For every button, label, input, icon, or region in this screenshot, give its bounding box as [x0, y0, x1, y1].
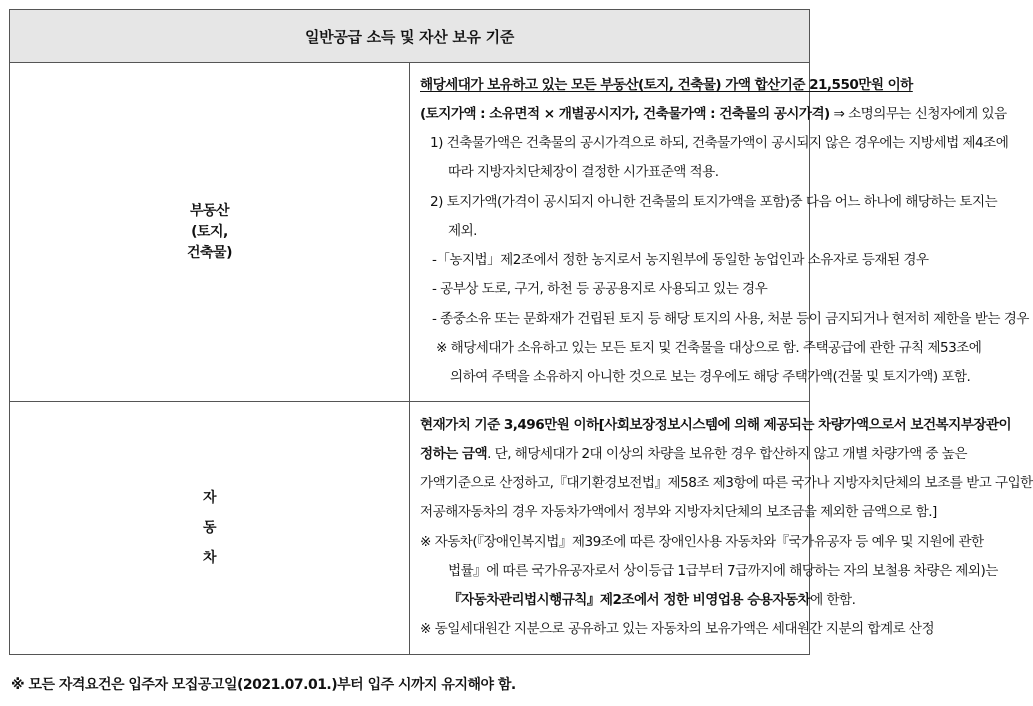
exclusion-public-land: - 공부상 도로, 구거, 하천 등 공공용지로 사용되고 있는 경우 — [432, 281, 768, 298]
criteria-table — [9, 9, 1033, 655]
exclusion-farmland: -「농지법」제2조에서 정한 농지로서 농지원부에 동일한 농업인과 소유자로 등재된 경우 — [432, 252, 929, 269]
eligibility-footer-note: ※ 모든 자격요건은 입주자 모집공고일(2021.07.01.)부터 입주 시까지 유지해야 함. — [11, 677, 516, 693]
car-note1-line3 — [420, 586, 856, 615]
land-value-item: 2) 토지가액(가격이 공시되지 아니한 건축물의 토지가액을 포함)중 다음 어느 하나에 해당하는 토지는 — [430, 193, 998, 210]
real-estate-label — [10, 63, 410, 402]
car-note1-line2: 법률』에 따른 국가유공자로서 상이등급 1급부터 7급까지에 해당하는 자의 보철용 차량은 제외)는 — [448, 562, 998, 579]
building-value-item-cont: 따라 지방자치단체장이 결정한 시가표준액 적용. — [448, 164, 719, 181]
table-title: 일반공급 소득 및 자산 보유 기준 — [10, 10, 810, 63]
car-standard-line1: 현재가치 기준 3,496만원 이하[사회보장정보시스템에 의해 제공되는 차량가액으로서 보건복지부장관이 — [420, 416, 1012, 433]
real-estate-content — [410, 63, 1029, 402]
formula-bold: (토지가액 : 소유면적 × 개별공시지가, 건축물가액 : 건축물의 공시가격) — [420, 106, 830, 123]
car-note1-rest: 에 한함. — [810, 591, 856, 608]
car-note2: ※ 동일세대원간 지분으로 공유하고 있는 자동차의 보유가액은 세대원간 지분의 합계로 산정 — [420, 621, 935, 638]
land-value-item-cont: 제외. — [448, 222, 477, 239]
car-standard-line2 — [420, 440, 967, 469]
car-standard-rest: . 단, 해당세대가 2대 이상의 차량을 보유한 경우 합산하지 않고 개별 차량가액 중 높은 — [487, 445, 967, 462]
car-label — [10, 402, 410, 655]
real-estate-label-line2: (토지, — [191, 223, 228, 240]
car-standard-bold: 정하는 금액 — [420, 445, 488, 462]
real-estate-formula — [420, 100, 1007, 129]
real-estate-note-cont: 의하여 주택을 소유하지 아니한 것으로 보는 경우에도 해당 주택가액(건물 및 토지가액) 포함. — [450, 368, 971, 385]
real-estate-label-line1: 부동산 — [189, 202, 230, 219]
real-estate-note: ※ 해당세대가 소유하고 있는 모든 토지 및 건축물을 대상으로 함. 주택공급에 관한 규칙 제53조에 — [436, 339, 982, 356]
exclusion-restricted-land: - 종중소유 또는 문화재가 건립된 토지 등 해당 토지의 사용, 처분 등이 금지되거나 현저히 제한을 받는 경우 — [432, 310, 1029, 327]
real-estate-headline: 해당세대가 보유하고 있는 모든 부동산(토지, 건축물) 가액 합산기준 21,550만원 이하 — [420, 76, 913, 93]
car-label-char1: 자 — [202, 490, 217, 506]
car-standard-line4: 저공해자동차의 경우 자동차가액에서 정부와 지방자치단체의 보조금을 제외한 금액으로 함.] — [420, 504, 937, 521]
building-value-item: 1) 건축물가액은 건축물의 공시가격으로 하되, 건축물가액이 공시되지 않은 경우에는 지방세법 제4조에 — [430, 135, 1009, 152]
real-estate-label-line3: 건축물) — [187, 244, 232, 261]
car-standard-line3: 가액기준으로 산정하고,『대기환경보전법』제58조 제3항에 따른 국가나 지방자치단체의 보조를 받고 구입한 — [420, 475, 1033, 492]
car-note1-bold: 『자동차관리법시행규칙』제2조에서 정한 비영업용 승용자동차 — [448, 591, 811, 608]
car-content — [410, 402, 1033, 655]
car-label-char3: 차 — [202, 550, 217, 566]
car-row — [10, 402, 810, 655]
car-label-char2: 동 — [202, 520, 217, 536]
car-note1-line1: ※ 자동차(『장애인복지법』제39조에 따른 장애인사용 자동차와『국가유공자 등 예우 및 지원에 관한 — [420, 533, 984, 550]
formula-rest: ⇒ 소명의무는 신청자에게 있음 — [829, 106, 1007, 123]
title-row — [10, 10, 810, 63]
real-estate-row — [10, 63, 810, 402]
